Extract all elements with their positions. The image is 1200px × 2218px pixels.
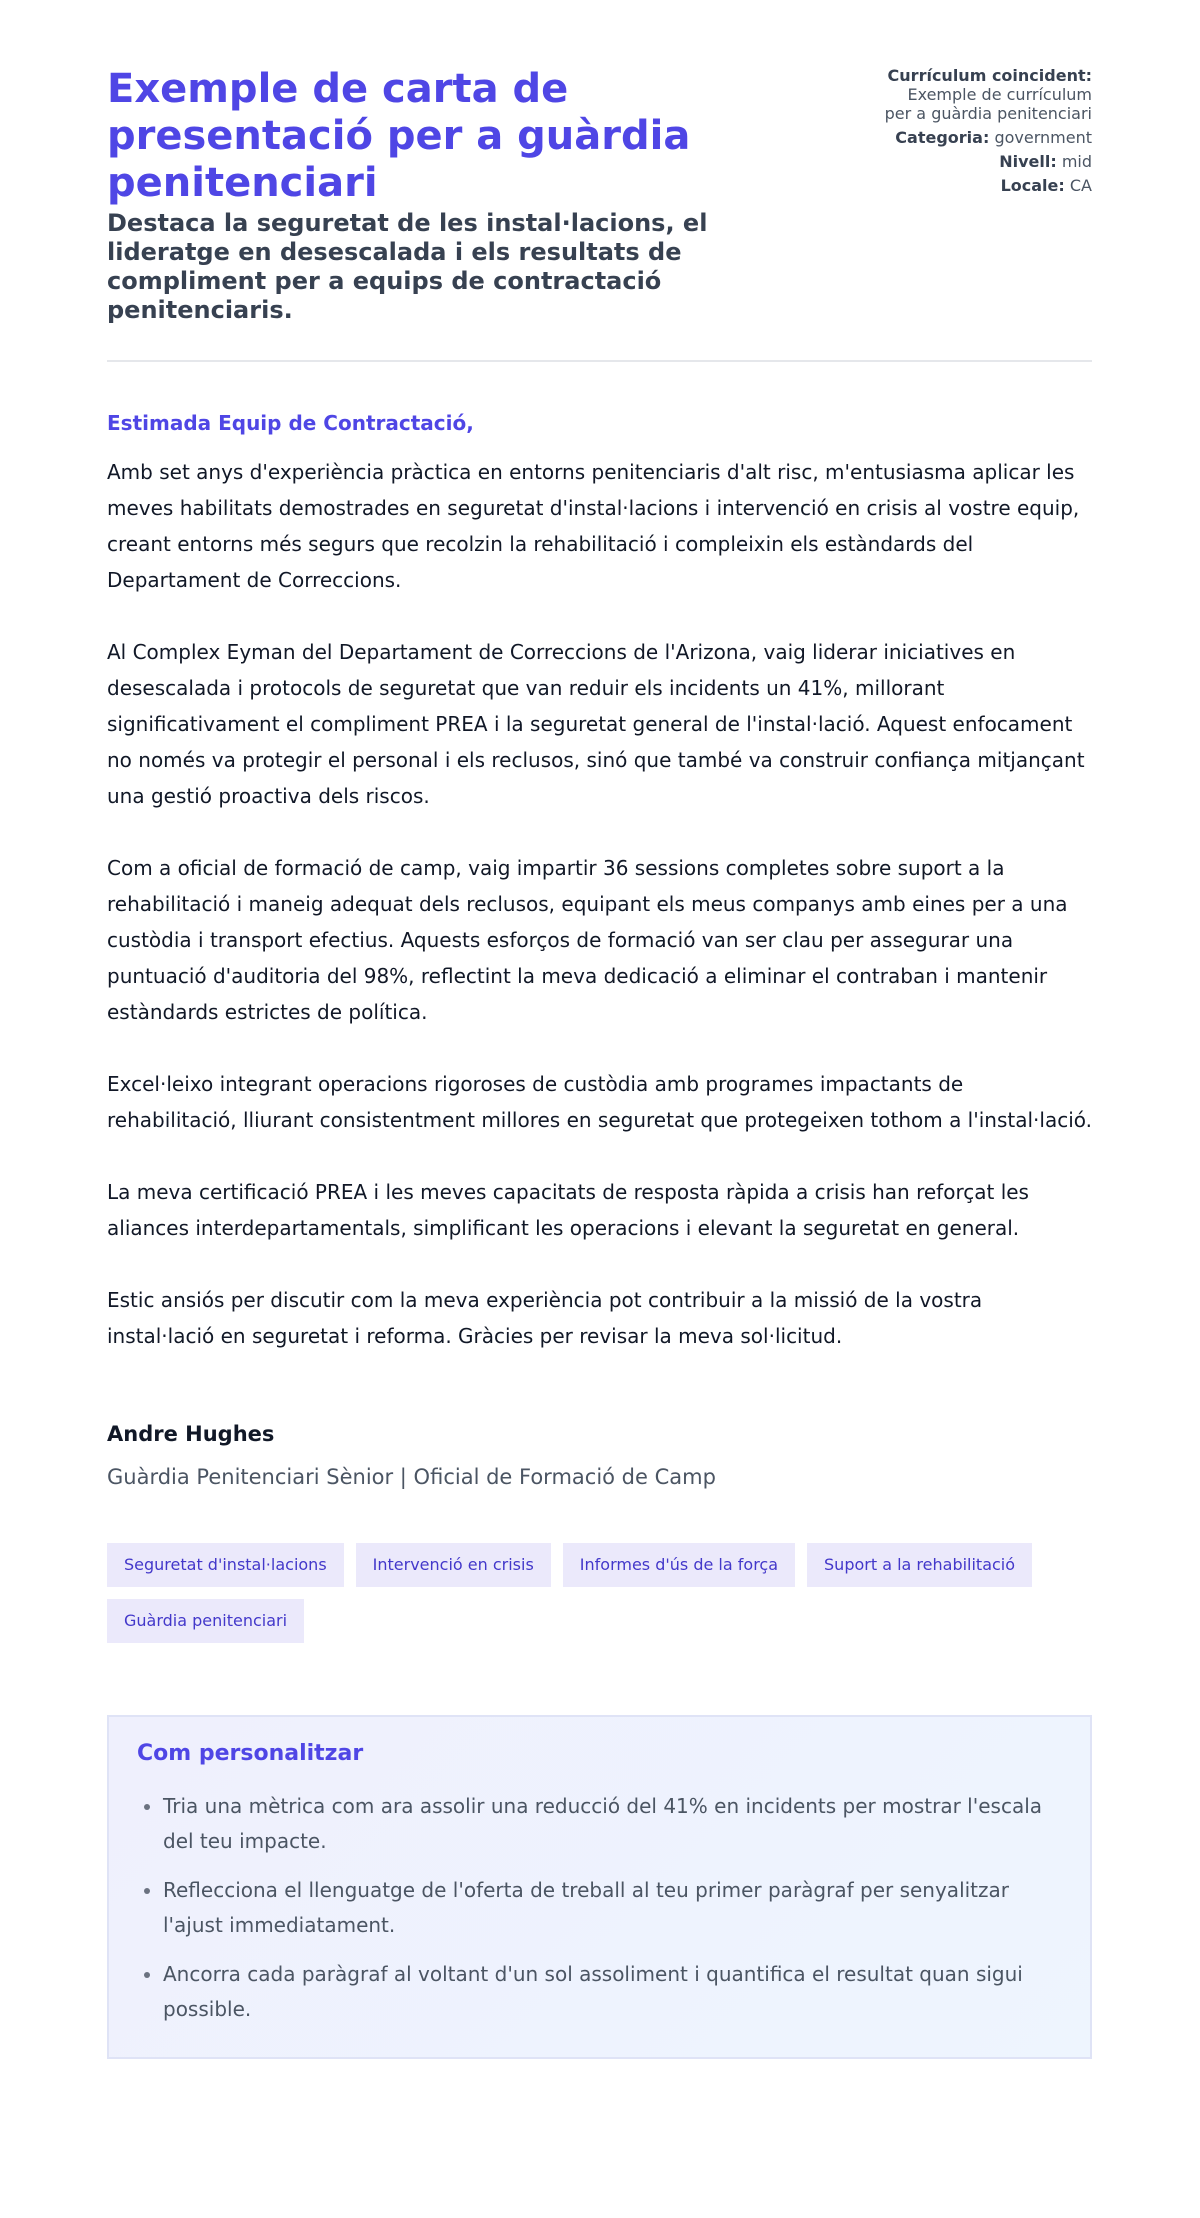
- skill-tags: [107, 1543, 1107, 1643]
- skill-tag[interactable]: Intervenció en crisis: [356, 1543, 551, 1587]
- signature-title: Guàrdia Penitenciari Sènior | Oficial de Formació de Camp: [107, 1465, 716, 1489]
- page-title: Exemple de carta de presentació per a guàrdia penitenciari: [107, 66, 691, 206]
- letter-paragraph: La meva certificació PREA i les meves capacitats de resposta ràpida a crisis han reforçat les aliances interdepartamentals, simplificant les operacions i elevant la seguretat en general.: [107, 1180, 1029, 1240]
- meta-category-label: Categoria:: [895, 128, 990, 147]
- letter-paragraph: Excel·leixo integrant operacions rigoroses de custòdia amb programes impactants de rehabilitació, lliurant consistentment millores en seguretat que protegeixen tothom a l'instal·lació.: [107, 1072, 1093, 1132]
- meta-category: [832, 128, 1092, 147]
- letter-paragraph: Al Complex Eyman del Departament de Correccions de l'Arizona, vaig liderar iniciatives en desescalada i protocols de seguretat que van reduir els incidents un 41%, millorant significativament el compliment PREA i la seguretat general de l'instal·lació. Aquest enfocament no només va protegir el personal i els reclusos, sinó que també va construir confiança mitjançant una gestió proactiva dels riscos.: [107, 640, 1085, 808]
- skill-tag[interactable]: Informes d'ús de la força: [563, 1543, 795, 1587]
- meta-locale: [832, 176, 1092, 195]
- meta-locale-value: CA: [1069, 176, 1092, 195]
- meta-category-value: government: [994, 128, 1092, 147]
- signature-block: [107, 1420, 1092, 1491]
- tip-item: • Reflecciona el llenguatge de l'oferta de treball al teu primer paràgraf per senyalitzar l'ajust immediatament.: [163, 1873, 1062, 1943]
- customization-tips-box: [107, 1715, 1092, 2059]
- letter-paragraph: Com a oficial de formació de camp, vaig impartir 36 sessions completes sobre suport a la rehabilitació i maneig adequat dels reclusos, equipant els meus companys amb eines per a una custòdia i transport efectius. Aquests esforços de formació van ser clau per assegurar una puntuació d'auditoria del 98%, reflectint la meva dedicació a eliminar el contraban i mantenir estàndards estrictes de política.: [107, 856, 1068, 1024]
- meta-level: [832, 152, 1092, 171]
- tip-item: • Ancorra cada paràgraf al voltant d'un sol assoliment i quantifica el resultat quan sigui possible.: [163, 1957, 1062, 2027]
- header-divider: [107, 360, 1092, 362]
- meta-matched-resume-link-cont[interactable]: per a guàrdia penitenciari: [884, 104, 1092, 123]
- tip-item: • Tria una mètrica com ara assolir una reducció del 41% en incidents per mostrar l'escala del teu impacte.: [163, 1789, 1062, 1859]
- meta-level-value: mid: [1061, 152, 1092, 171]
- tips-list: [137, 1789, 1062, 2027]
- meta-locale-label: Locale:: [1000, 176, 1065, 195]
- page-subtitle: Destaca la seguretat de les instal·lacions, el lideratge en desescalada i els resultats de compliment per a equips de contractació penitenciaris.: [107, 209, 708, 324]
- letter-body: [107, 410, 1092, 1354]
- skill-tag[interactable]: Suport a la rehabilitació: [807, 1543, 1032, 1587]
- skill-tag[interactable]: Seguretat d'instal·lacions: [107, 1543, 344, 1587]
- meta-matched-resume: [832, 66, 1092, 123]
- tips-title: Com personalitzar: [137, 1741, 364, 1766]
- meta-panel: [832, 66, 1092, 200]
- page-header: [107, 0, 1092, 360]
- letter-paragraph: Amb set anys d'experiència pràctica en entorns penitenciaris d'alt risc, m'entusiasma aplicar les meves habilitats demostrades en seguretat d'instal·lacions i intervenció en crisis al vostre equip, creant entorns més segurs que recolzin la rehabilitació i compleixin els estàndards del Departament de Correccions.: [107, 460, 1080, 592]
- cover-letter-page: [107, 0, 1092, 2059]
- meta-level-label: Nivell:: [999, 152, 1057, 171]
- skill-tag[interactable]: Guàrdia penitenciari: [107, 1599, 304, 1643]
- meta-matched-resume-link[interactable]: Exemple de currículum: [907, 85, 1092, 104]
- signature-name: Andre Hughes: [107, 1422, 275, 1446]
- letter-paragraph: Estic ansiós per discutir com la meva experiència pot contribuir a la missió de la vostra instal·lació en seguretat i reforma. Gràcies per revisar la meva sol·licitud.: [107, 1288, 983, 1348]
- meta-matched-resume-label: Currículum coincident:: [887, 66, 1092, 85]
- letter-salutation: Estimada Equip de Contractació,: [107, 411, 474, 435]
